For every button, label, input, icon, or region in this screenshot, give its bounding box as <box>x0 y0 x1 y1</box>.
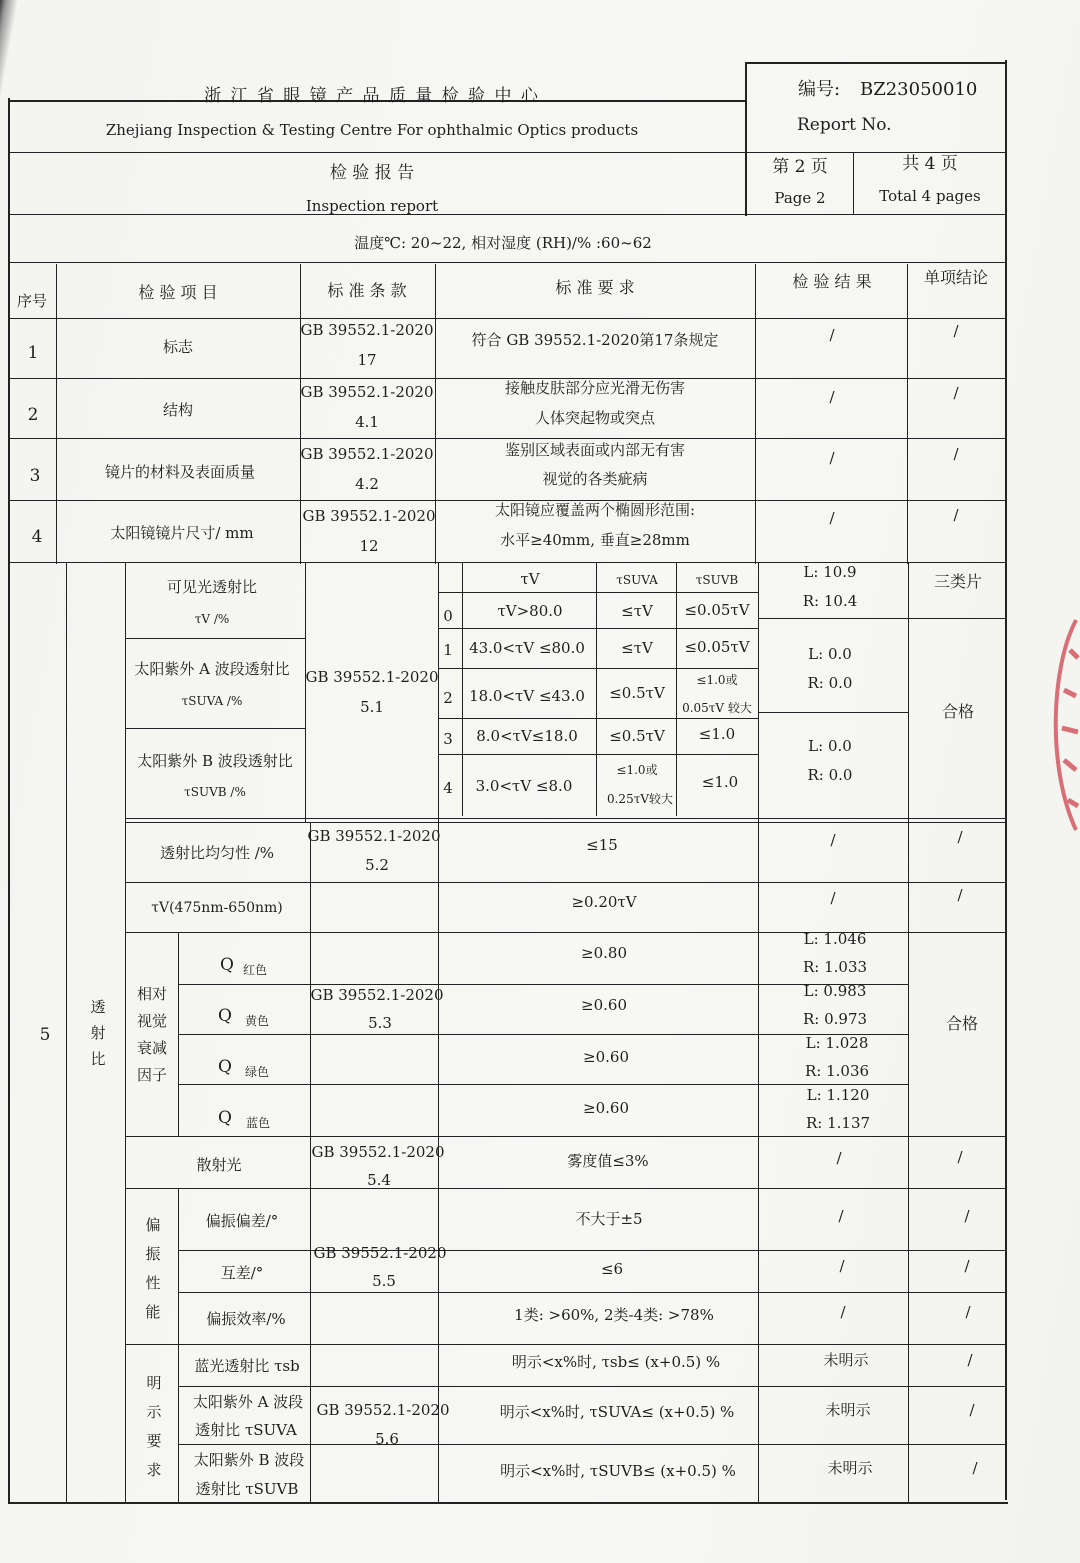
row-result: / <box>829 509 835 527</box>
cat-uva: ≤0.5τV <box>609 727 665 745</box>
row-std: GB 39552.1-2020 <box>300 383 434 401</box>
line-end-tvrange <box>125 932 1007 933</box>
uva-unit: τSUVA /% <box>181 694 243 708</box>
pol-result: / <box>839 1257 845 1275</box>
uvb-result-R: R: 0.0 <box>807 766 853 784</box>
row-line-2 <box>8 438 1007 439</box>
cat-n: 4 <box>443 779 453 797</box>
page-cn: 第 2 页 <box>772 157 828 177</box>
row-req: 鉴别区域表面或内部无有害 <box>504 441 686 459</box>
uniform-result: / <box>830 831 836 849</box>
report-no-en: Report No. <box>797 115 892 135</box>
scatter-req: 雾度值≤3% <box>567 1152 649 1170</box>
line-end-53 <box>125 1136 1007 1137</box>
decl-req: 明示<x%时, τsb≤ (x+0.5) % <box>511 1353 721 1371</box>
vis-conclusion: 三类片 <box>933 572 983 591</box>
q-conclusion: 合格 <box>945 1014 979 1033</box>
col-conclusion: 单项结论 <box>923 268 989 287</box>
pol-label: 互差/° <box>220 1264 264 1282</box>
decl-result: 未明示 <box>823 1351 869 1369</box>
cat-line-1 <box>438 628 758 629</box>
border-top-right <box>745 62 1007 64</box>
sec5-group-2: 射 <box>90 1024 106 1042</box>
scatter-std-clause: 5.4 <box>367 1171 391 1189</box>
q-line-3 <box>178 1084 908 1085</box>
row-concl: / <box>953 384 959 402</box>
uv-conclusion: 合格 <box>941 702 975 721</box>
q-color: 绿色 <box>245 1065 270 1079</box>
header-vline <box>745 62 747 216</box>
report-title-cn: 检 验 报 告 <box>329 163 415 183</box>
pol-group-3: 性 <box>145 1274 161 1292</box>
item-line-vis <box>125 638 305 639</box>
vline-sec5-req <box>758 562 759 1502</box>
pol-result: / <box>838 1207 844 1225</box>
decl-label: 太阳紫外 B 波段 <box>193 1451 305 1469</box>
decl-label-2: 透射比 τSUVB <box>195 1480 299 1498</box>
decl-label-2: 透射比 τSUVA <box>195 1421 297 1439</box>
col-header-line <box>8 318 1007 319</box>
vline-decl-group <box>178 1344 179 1502</box>
q-req: ≥0.60 <box>583 1048 629 1066</box>
q-result-R: R: 1.036 <box>804 1062 870 1080</box>
vline-cat-uva <box>676 562 677 816</box>
row-req-2: 水平≥40mm, 垂直≥28mm <box>500 531 690 549</box>
line-end-51b <box>125 822 1007 823</box>
vline-seq <box>56 264 57 564</box>
q-line-2 <box>178 1034 908 1035</box>
q-req: ≥0.60 <box>583 1099 629 1117</box>
vline-req <box>755 264 756 564</box>
decl-std-clause: 5.6 <box>375 1430 399 1448</box>
col-seq: 序号 <box>16 292 48 310</box>
row-item: 太阳镜镜片尺寸/ mm <box>110 524 254 542</box>
cat-uvb: ≤1.0或 <box>696 673 738 687</box>
row-std: GB 39552.1-2020 <box>300 321 434 339</box>
scatter-label: 散射光 <box>196 1156 242 1174</box>
pol-line-1 <box>178 1250 1007 1251</box>
std-51-clause: 5.1 <box>360 698 384 716</box>
test-conditions: 温度℃: 20~22, 相对湿度 (RH)/% :60~62 <box>354 234 652 252</box>
cat-head-tv: τV <box>520 570 540 588</box>
sec5-seq: 5 <box>39 1025 51 1045</box>
cat-uvb: ≤1.0 <box>698 725 736 743</box>
decl-req: 明示<x%时, τSUVB≤ (x+0.5) % <box>500 1462 736 1480</box>
q-group-2: 视觉 <box>136 1012 168 1030</box>
row-item: 标志 <box>162 338 194 356</box>
row-req-2: 人体突起物或突点 <box>534 409 656 427</box>
row-concl: / <box>953 322 959 340</box>
q-group-3: 衰减 <box>136 1039 168 1057</box>
vis-unit: τV /% <box>194 612 230 626</box>
q-result-L: L: 1.028 <box>805 1034 869 1052</box>
page-en: Page 2 <box>774 189 826 207</box>
col-standard: 标 准 条 款 <box>327 281 407 300</box>
row-seq: 2 <box>27 405 39 425</box>
centre-name-cn: 浙 江 省 眼 镜 产 品 质 量 检 验 中 心 <box>204 86 540 106</box>
cat-uvb: ≤0.05τV <box>684 638 750 656</box>
row-result: / <box>829 326 835 344</box>
q-symbol: Q <box>218 1057 232 1077</box>
col-item: 检 验 项 目 <box>138 283 218 302</box>
col-requirement: 标 准 要 求 <box>555 278 635 297</box>
row-seq: 1 <box>27 343 39 363</box>
q-group-4: 因子 <box>136 1066 168 1084</box>
q-symbol: Q <box>218 1006 232 1026</box>
tv-range-result: / <box>830 889 836 907</box>
q-result-L: L: 1.120 <box>806 1086 870 1104</box>
row-result: / <box>829 449 835 467</box>
decl-group-2: 示 <box>146 1403 162 1421</box>
cat-line-2 <box>438 668 758 669</box>
row-req: 接触皮肤部分应光滑无伤害 <box>504 379 686 397</box>
decl-result: 未明示 <box>827 1459 873 1477</box>
cat-n: 0 <box>443 607 453 625</box>
decl-std: GB 39552.1-2020 <box>316 1401 450 1419</box>
pol-group-1: 偏 <box>145 1216 161 1234</box>
vis-label: 可见光透射比 <box>166 578 258 596</box>
col-result: 检 验 结 果 <box>792 272 872 291</box>
pol-std: GB 39552.1-2020 <box>313 1244 447 1262</box>
pol-result: / <box>840 1303 846 1321</box>
centre-name-en: Zhejiang Inspection & Testing Centre For ophthalmic Optics products <box>105 121 639 139</box>
cat-n: 3 <box>443 730 453 748</box>
decl-group-3: 要 <box>146 1432 162 1450</box>
q-result-R: R: 1.137 <box>805 1114 871 1132</box>
result-line-uva <box>758 712 908 713</box>
decl-req: 明示<x%时, τSUVA≤ (x+0.5) % <box>499 1403 735 1421</box>
q-req: ≥0.80 <box>581 944 627 962</box>
vis-result-L: L: 10.9 <box>803 563 857 581</box>
total-cn: 共 4 页 <box>902 154 958 174</box>
sec5-group-1: 透 <box>90 998 106 1016</box>
cat-line-0 <box>438 592 758 593</box>
q-result-R: R: 1.033 <box>802 958 868 976</box>
cat-tv: 8.0<τV≤18.0 <box>476 727 578 745</box>
decl-line-2 <box>178 1444 1007 1445</box>
cat-uva: ≤τV <box>621 602 653 620</box>
scatter-result: / <box>836 1149 842 1167</box>
vline-result <box>907 264 908 564</box>
cat-uvb-2: 0.05τV 较大 <box>682 701 752 715</box>
uva-result-R: R: 0.0 <box>807 674 853 692</box>
decl-line-1 <box>178 1386 1007 1387</box>
tv-range-req: ≥0.20τV <box>571 893 637 911</box>
scatter-std: GB 39552.1-2020 <box>311 1143 445 1161</box>
uva-label: 太阳紫外 A 波段透射比 <box>134 660 290 678</box>
vline-item <box>300 264 301 564</box>
cat-tv: 3.0<τV ≤8.0 <box>475 777 573 795</box>
row-concl: / <box>953 445 959 463</box>
pol-label: 偏振效率/% <box>206 1310 286 1328</box>
seal-stamp <box>1040 610 1080 840</box>
cat-head-uva: τSUVA <box>616 573 658 587</box>
row-std-clause: 17 <box>357 351 377 369</box>
line-end-54 <box>125 1188 1007 1189</box>
report-no-label: 编号: <box>798 79 841 100</box>
row-seq: 3 <box>29 466 41 486</box>
row-req-2: 视觉的各类疵病 <box>542 470 648 488</box>
q-result-L: L: 0.983 <box>803 982 867 1000</box>
pol-std-clause: 5.5 <box>372 1272 396 1290</box>
pol-concl: / <box>964 1207 970 1225</box>
row-std-clause: 12 <box>359 537 379 555</box>
row-seq: 4 <box>31 527 43 547</box>
vline-sec5-item-a <box>305 562 306 822</box>
header-hline-2 <box>8 214 1007 215</box>
q-result-R: R: 0.973 <box>802 1010 868 1028</box>
vline-sec5-seq <box>66 562 67 1502</box>
total-en: Total 4 pages <box>879 187 981 205</box>
vline-cat-tv <box>596 562 597 816</box>
vline-sec5-item-b <box>310 822 311 1502</box>
cat-uva: ≤1.0或 <box>616 763 658 777</box>
row-std-clause: 4.1 <box>355 413 379 431</box>
pol-group-4: 能 <box>145 1303 161 1321</box>
line-end-51 <box>125 818 1007 819</box>
sec5-group-3: 比 <box>90 1050 106 1068</box>
border-left <box>8 98 10 1503</box>
cat-tv: 43.0<τV ≤80.0 <box>469 639 585 657</box>
row-result: / <box>829 388 835 406</box>
cat-uvb: ≤0.05τV <box>684 601 750 619</box>
tv-range-label: τV(475nm-650nm) <box>151 900 283 916</box>
border-bottom <box>8 1502 1008 1504</box>
decl-label: 蓝光透射比 τsb <box>194 1357 300 1375</box>
line-end-52 <box>125 882 1007 883</box>
row-req: 太阳镜应覆盖两个椭圆形范围: <box>494 501 696 519</box>
scatter-concl: / <box>957 1148 963 1166</box>
pol-req: 不大于±5 <box>575 1210 643 1228</box>
uvb-label: 太阳紫外 B 波段透射比 <box>137 752 293 770</box>
line-end-55 <box>125 1344 1007 1345</box>
decl-concl: / <box>967 1351 973 1369</box>
row-line-4 <box>8 562 1007 563</box>
row-req: 符合 GB 39552.1-2020第17条规定 <box>471 331 719 349</box>
report-no: BZ23050010 <box>860 79 978 100</box>
cat-uva: ≤τV <box>621 639 653 657</box>
conditions-line <box>8 262 1007 263</box>
pol-label: 偏振偏差/° <box>205 1212 279 1230</box>
pol-req: ≤6 <box>600 1260 624 1278</box>
q-result-L: L: 1.046 <box>803 930 867 948</box>
q-color: 黄色 <box>245 1014 270 1028</box>
q-color: 蓝色 <box>246 1116 271 1130</box>
q-symbol: Q <box>218 1108 232 1128</box>
q-group-1: 相对 <box>136 985 168 1003</box>
report-title-en: Inspection report <box>305 197 439 215</box>
row-concl: / <box>953 506 959 524</box>
vline-pol-group <box>178 1188 179 1344</box>
row-item: 结构 <box>162 401 194 419</box>
row-std: GB 39552.1-2020 <box>302 507 436 525</box>
q-std-clause: 5.3 <box>368 1014 392 1032</box>
decl-concl: / <box>972 1459 978 1477</box>
uniform-req: ≤15 <box>586 836 618 854</box>
decl-concl: / <box>969 1401 975 1419</box>
header-hline-1 <box>8 152 1007 153</box>
q-std: GB 39552.1-2020 <box>310 986 444 1004</box>
decl-label: 太阳紫外 A 波段 <box>192 1393 304 1411</box>
row-std: GB 39552.1-2020 <box>300 445 434 463</box>
border-right <box>1005 60 1007 1500</box>
row-std-clause: 4.2 <box>355 475 379 493</box>
cat-uva: ≤0.5τV <box>609 684 665 702</box>
pol-concl: / <box>964 1257 970 1275</box>
uniform-concl: / <box>957 828 963 846</box>
decl-group-4: 求 <box>146 1461 162 1479</box>
decl-result: 未明示 <box>825 1401 871 1419</box>
uvb-result-L: L: 0.0 <box>808 737 852 755</box>
uniform-std-clause: 5.2 <box>365 856 389 874</box>
std-51: GB 39552.1-2020 <box>305 668 439 686</box>
cat-n: 1 <box>443 641 453 659</box>
cat-tv: 18.0<τV ≤43.0 <box>469 687 585 705</box>
header-vline-2 <box>853 152 854 214</box>
cat-tv: τV>80.0 <box>497 602 563 620</box>
pol-line-2 <box>178 1292 1007 1293</box>
pol-req: 1类: >60%, 2类-4类: >78% <box>514 1306 714 1324</box>
pol-concl: / <box>965 1303 971 1321</box>
cat-head-uvb: τSUVB <box>695 573 739 587</box>
q-line-1 <box>178 984 908 985</box>
cat-uva-2: 0.25τV较大 <box>606 792 674 806</box>
item-line-uva <box>125 728 305 729</box>
result-line-vis <box>758 618 1007 619</box>
uva-result-L: L: 0.0 <box>808 645 852 663</box>
vis-result-R: R: 10.4 <box>802 592 858 610</box>
q-symbol: Q <box>220 955 234 975</box>
vline-cat-n <box>462 562 463 816</box>
vline-sec5-group <box>125 562 126 1502</box>
tv-range-concl: / <box>957 886 963 904</box>
uniform-std: GB 39552.1-2020 <box>307 827 441 845</box>
uvb-unit: τSUVB /% <box>184 785 246 799</box>
uniform-label: 透射比均匀性 /% <box>159 844 275 862</box>
q-color: 红色 <box>243 963 268 977</box>
cat-line-4 <box>438 754 758 755</box>
row-item: 镜片的材料及表面质量 <box>104 463 256 481</box>
decl-group-1: 明 <box>146 1374 162 1392</box>
pol-group-2: 振 <box>145 1245 161 1263</box>
cat-uvb: ≤1.0 <box>701 773 739 791</box>
cat-n: 2 <box>443 689 453 707</box>
cat-line-3 <box>438 718 758 719</box>
vline-sec5-result <box>908 562 909 1502</box>
q-req: ≥0.60 <box>581 996 627 1014</box>
vline-sec5-std <box>438 562 439 1502</box>
